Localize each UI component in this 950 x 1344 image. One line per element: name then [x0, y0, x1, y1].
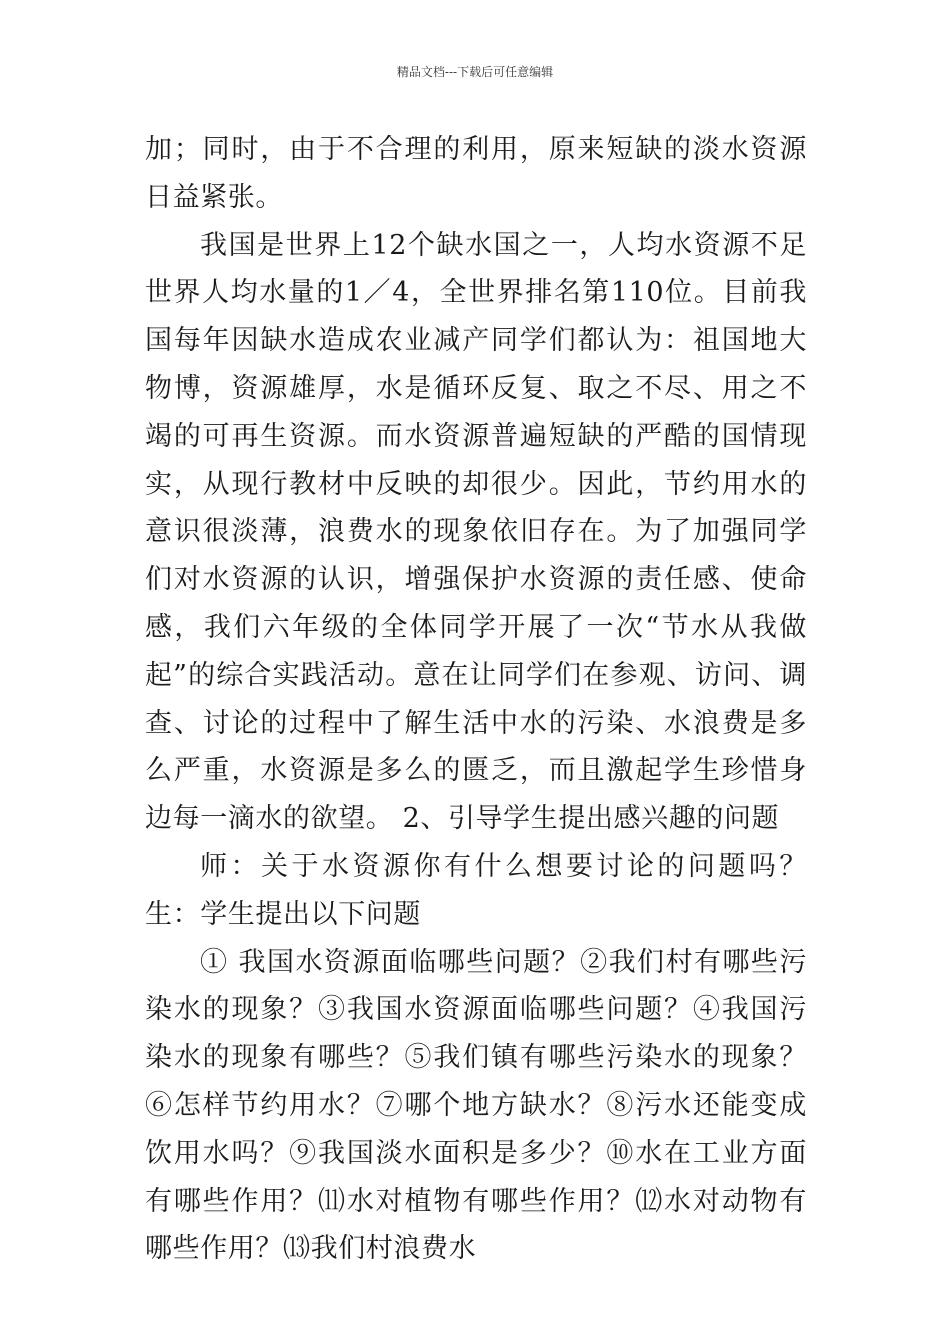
paragraph-dialogue: 师：关于水资源你有什么想要讨论的问题吗？ 生：学生提出以下问题 — [145, 850, 807, 930]
paragraph-background: 我国是世界上12个缺水国之一，人均水资源不足世界人均水量的1／4，全世界排名第110位。目前我国每年因缺水造成农业减产同学们都认为：祖国地大物博，资源雄厚，水是循环反复、取之不尽、用之不竭的可再生资源。而水资源普遍短缺的严酷的国情现实，从现行教材中反映的却很少。因此，节约用水的意识很淡薄，浪费水的现象依旧存在。为了加强同学们对水资源的认识，增强保护水资源的责任感、使命感，我们六年级的全体同学开展了一次“节水从我做起”的综合实践活动。意在让同学们在参观、访问、调查、讨论的过程中了解生活中水的污染、水浪费是多么严重，水资源是多么的匮乏，而且激起学生珍惜身边每一滴水的欲望。 2、引导学生提出感兴趣的问题 — [145, 229, 807, 835]
document-body — [145, 126, 807, 1273]
paragraph-questions: ① 我国水资源面临哪些问题？②我们村有哪些污染水的现象？③我国水资源面临哪些问题？④我国污染水的现象有哪些？⑤我们镇有哪些污染水的现象？⑥怎样节约用水？⑦哪个地方缺水？⑧污水还能变成饮用水吗？⑨我国淡水面积是多少？⑩水在工业方面有哪些作用？⑾水对植物有哪些作用？⑿水对动物有哪些作用？⒀我们村浪费水 — [145, 946, 807, 1265]
paragraph-continuation: 加；同时，由于不合理的利用，原来短缺的淡水资源日益紧张。 — [145, 134, 807, 213]
page-header: 精品文档---下载后可任意编辑 — [396, 65, 554, 79]
